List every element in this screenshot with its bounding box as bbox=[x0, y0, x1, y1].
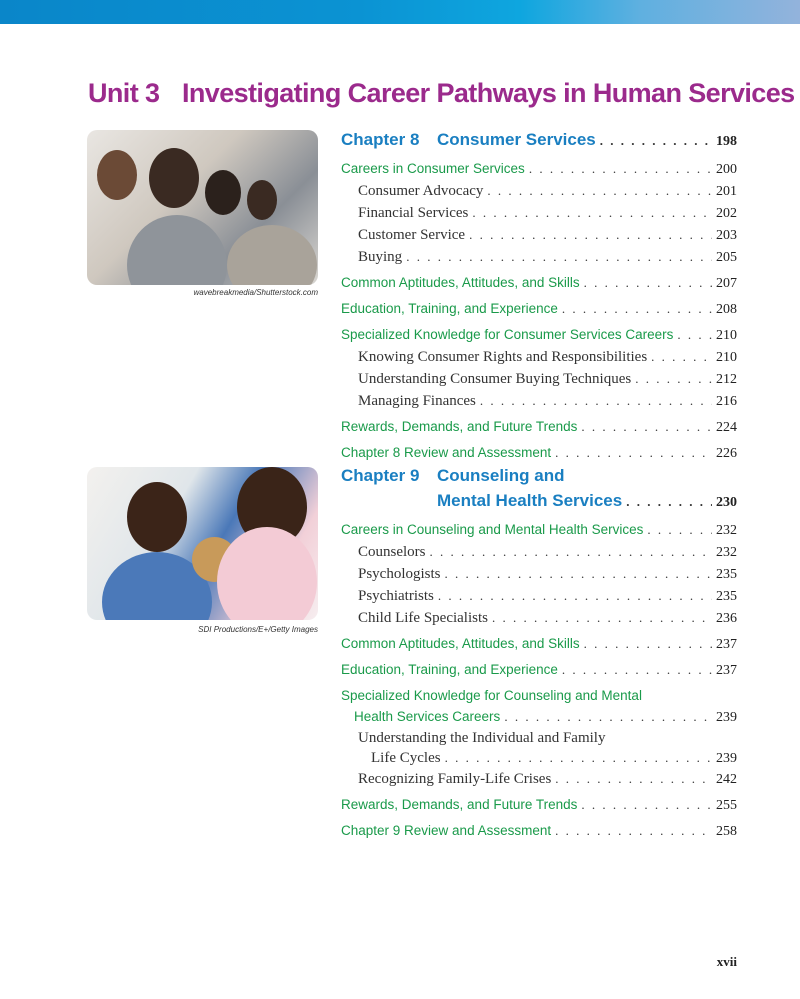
entry-text: Consumer Advocacy bbox=[358, 183, 484, 199]
entry-text: Psychologists bbox=[358, 566, 441, 582]
page-number: 237 bbox=[716, 663, 737, 678]
page-number: 239 bbox=[716, 751, 737, 766]
toc-entry[interactable] bbox=[341, 607, 737, 629]
toc-entry[interactable] bbox=[341, 368, 737, 390]
unit-title bbox=[88, 78, 795, 109]
photo-credit: SDI Productions/E+/Getty Images bbox=[198, 625, 318, 634]
page-number: 201 bbox=[716, 184, 737, 199]
toc-entry[interactable] bbox=[341, 820, 737, 842]
page-number: 235 bbox=[716, 567, 737, 582]
page-number: 239 bbox=[716, 710, 737, 725]
entry-text: Specialized Knowledge for Counseling and Mental bbox=[341, 688, 642, 703]
chapter-title: Consumer Services bbox=[437, 130, 596, 149]
page-number: 208 bbox=[716, 302, 737, 317]
entry-text: Rewards, Demands, and Future Trends bbox=[341, 419, 578, 434]
toc-entry[interactable] bbox=[341, 346, 737, 368]
entry-text: Education, Training, and Experience bbox=[341, 662, 558, 677]
toc-entry[interactable] bbox=[341, 659, 737, 681]
entry-text: Life Cycles bbox=[371, 750, 441, 766]
entry-text: Knowing Consumer Rights and Responsibilities bbox=[358, 349, 648, 365]
chapter-8-toc bbox=[341, 127, 737, 464]
chapter-heading[interactable] bbox=[341, 463, 737, 488]
entry-text: Understanding Consumer Buying Techniques bbox=[358, 371, 632, 387]
entry-text: Education, Training, and Experience bbox=[341, 301, 558, 316]
chapter-heading[interactable] bbox=[341, 127, 737, 154]
page-number: 224 bbox=[716, 420, 737, 435]
entry-text: Health Services Careers bbox=[354, 709, 501, 724]
entry-text: Chapter 8 Review and Assessment bbox=[341, 445, 552, 460]
page-number: 232 bbox=[716, 545, 737, 560]
entry-text: Specialized Knowledge for Consumer Services Careers bbox=[341, 327, 674, 342]
photo-credit: wavebreakmedia/Shutterstock.com bbox=[193, 288, 318, 297]
toc-entry[interactable] bbox=[341, 685, 737, 706]
toc-entry[interactable] bbox=[341, 442, 737, 464]
header-color-bar bbox=[0, 0, 800, 24]
page-number: 205 bbox=[716, 250, 737, 265]
page-number: 200 bbox=[716, 162, 737, 177]
counselor-photo bbox=[87, 467, 318, 620]
chapter-title: Counseling and bbox=[437, 466, 565, 485]
toc-entry[interactable] bbox=[341, 585, 737, 607]
page-number: 203 bbox=[716, 228, 737, 243]
toc-entry[interactable] bbox=[341, 794, 737, 816]
toc-entry[interactable] bbox=[341, 180, 737, 202]
page-number: 255 bbox=[716, 798, 737, 813]
entry-text: Recognizing Family-Life Crises bbox=[358, 771, 552, 787]
toc-entry-cont[interactable] bbox=[341, 749, 737, 768]
page-folio: xvii bbox=[716, 954, 737, 969]
entry-text: Careers in Counseling and Mental Health Services bbox=[341, 522, 644, 537]
page-number: 235 bbox=[716, 589, 737, 604]
entry-text: Common Aptitudes, Attitudes, and Skills bbox=[341, 636, 580, 651]
page-number: 207 bbox=[716, 276, 737, 291]
entry-text: Customer Service bbox=[358, 227, 466, 243]
toc-entry[interactable] bbox=[341, 158, 737, 180]
toc-entry[interactable] bbox=[341, 390, 737, 412]
toc-entry[interactable] bbox=[341, 416, 737, 438]
page-number: 210 bbox=[716, 328, 737, 343]
page-number: 237 bbox=[716, 637, 737, 652]
page-number: 232 bbox=[716, 523, 737, 538]
entry-text: Psychiatrists bbox=[358, 588, 434, 604]
entry-text: Rewards, Demands, and Future Trends bbox=[341, 797, 578, 812]
chapter-label: Chapter 8 bbox=[341, 130, 420, 149]
chapter-label: Chapter 9 bbox=[341, 466, 420, 485]
page-number: 198 bbox=[716, 134, 737, 149]
toc-entry[interactable] bbox=[341, 202, 737, 224]
toc-entry[interactable] bbox=[341, 324, 737, 346]
unit-name: Investigating Career Pathways in Human Services bbox=[182, 78, 795, 108]
unit-number: Unit 3 bbox=[88, 78, 160, 108]
entry-text: Understanding the Individual and Family bbox=[358, 730, 606, 746]
page-number: 212 bbox=[716, 372, 737, 387]
entry-text: Financial Services bbox=[358, 205, 469, 221]
entry-text: Counselors bbox=[358, 544, 426, 560]
page-number: 236 bbox=[716, 611, 737, 626]
page-number: 258 bbox=[716, 824, 737, 839]
page-number: 230 bbox=[716, 495, 737, 510]
entry-text: Child Life Specialists bbox=[358, 610, 488, 626]
entry-text: Managing Finances bbox=[358, 393, 476, 409]
page-number: 226 bbox=[716, 446, 737, 461]
toc-entry[interactable] bbox=[341, 563, 737, 585]
entry-text: Common Aptitudes, Attitudes, and Skills bbox=[341, 275, 580, 290]
toc-entry[interactable] bbox=[341, 272, 737, 294]
toc-entry[interactable] bbox=[341, 519, 737, 541]
toc-entry[interactable] bbox=[341, 224, 737, 246]
page-number: 242 bbox=[716, 772, 737, 787]
toc-entry[interactable] bbox=[341, 728, 737, 749]
toc-entry[interactable] bbox=[341, 246, 737, 268]
chapter-title: Mental Health Services bbox=[437, 491, 623, 510]
toc-entry[interactable] bbox=[341, 633, 737, 655]
chapter-heading-cont[interactable] bbox=[341, 488, 737, 515]
entry-text: Chapter 9 Review and Assessment bbox=[341, 823, 552, 838]
toc-entry[interactable] bbox=[341, 298, 737, 320]
page-number: 210 bbox=[716, 350, 737, 365]
page-number: 216 bbox=[716, 394, 737, 409]
chapter-9-toc bbox=[341, 463, 737, 842]
entry-text: Careers in Consumer Services bbox=[341, 161, 525, 176]
toc-entry[interactable] bbox=[341, 768, 737, 790]
call-center-photo bbox=[87, 130, 318, 285]
page-number: 202 bbox=[716, 206, 737, 221]
toc-entry[interactable] bbox=[341, 541, 737, 563]
toc-entry-cont[interactable] bbox=[341, 706, 737, 728]
entry-text: Buying bbox=[358, 249, 403, 265]
